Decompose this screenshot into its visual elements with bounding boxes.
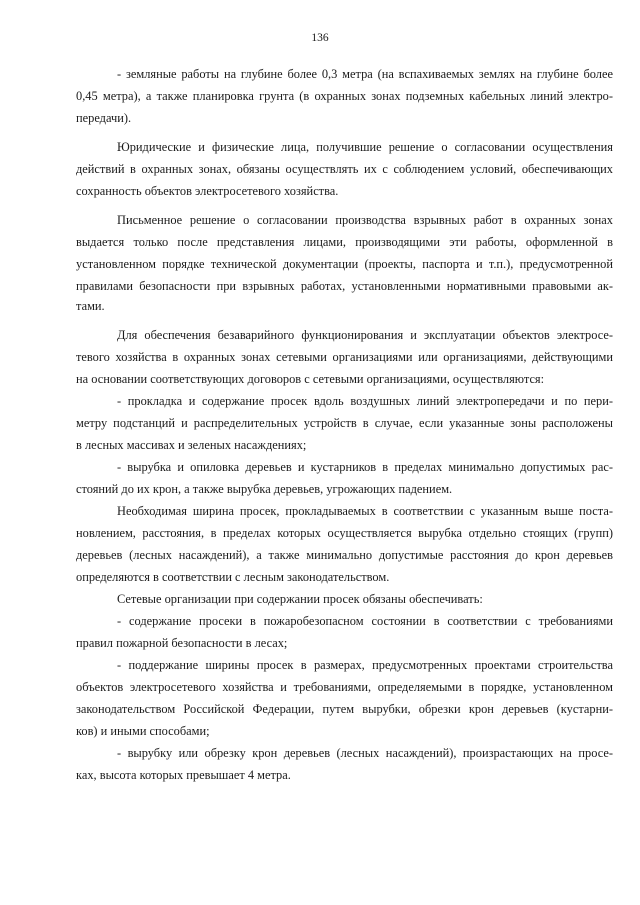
text-line: Сетевые организации при содержании просек обязаны обеспечивать: [117,592,483,606]
text-line: выдается только после представления лицами, производящими эти работы, оформленной в [76,235,613,249]
text-line: в лесных массивах и зеленых насаждениях; [76,438,307,452]
text-line: ков) и иными способами; [76,724,210,738]
text-line: Юридические и физические лица, получившие решение о согласовании осуществления [117,140,613,154]
text-line: законодательством Российской Федерации, путем вырубки, обрезки крон деревьев (кустарни- [76,702,613,716]
text-line: новлением, расстояния, в пределах которых осуществляется вырубка отдельно стоящих (групп) [76,526,613,540]
text-line: - вырубку или обрезку крон деревьев (лесных насаждений), произрастающих на просе- [117,746,613,760]
text-line: передачи). [76,111,132,125]
text-line: установленном порядке технической документации (проекты, паспорта и т.п.), предусмотренной [76,257,613,271]
text-line: правил пожарной безопасности в лесах; [76,636,288,650]
text-line: Необходимая ширина просек, прокладываемых в соответствии с указанным выше поста- [117,504,613,518]
text-line: действий в охранных зонах, обязаны осуществлять их с соблюдением условий, обеспечивающих [76,162,613,176]
text-line: Для обеспечения безаварийного функционирования и эксплуатации объектов электросе- [117,328,613,342]
page-number: 136 [311,32,329,44]
text-line: тевого хозяйства в охранных зонах сетевыми организациями или организациями, действующими [76,350,613,364]
text-line: стояний до их крон, а также вырубка деревьев, угрожающих падением. [76,482,453,496]
text-line: - поддержание ширины просек в размерах, предусмотренных проектами строительства [117,658,613,672]
text-line: - прокладка и содержание просек вдоль воздушных линий электропередачи и по пери- [117,394,613,408]
text-line: - вырубка и опиловка деревьев и кустарников в пределах минимально допустимых рас- [117,460,613,474]
text-line: деревьев (лесных насаждений), а также минимально допустимые расстояния до крон деревьев [76,548,613,562]
text-line: ках, высота которых превышает 4 метра. [76,768,291,782]
text-line: - земляные работы на глубине более 0,3 метра (на вспахиваемых землях на глубине более [117,67,613,81]
text-line: правилами безопасности при взрывных работах, установленными нормативными правовыми ак- [76,279,613,293]
text-line: определяются в соответствии с лесным законодательством. [76,570,390,584]
text-line: объектов электросетевого хозяйства и требованиями, определяемыми в порядке, установленном [76,680,613,694]
text-line: 0,45 метра), а также планировка грунта (в охранных зонах подземных кабельных линий электро- [76,89,613,103]
text-line: на основании соответствующих договоров с сетевыми организациями, осуществляются: [76,372,545,386]
text-line: тами. [76,299,105,313]
text-line: Письменное решение о согласовании производства взрывных работ в охранных зонах [117,213,613,227]
text-line: метру подстанций и распределительных устройств в случае, если указанные зоны расположены [76,416,613,430]
text-line: - содержание просеки в пожаробезопасном состоянии в соответствии с требованиями [117,614,613,628]
text-line: сохранность объектов электросетевого хозяйства. [76,184,339,198]
